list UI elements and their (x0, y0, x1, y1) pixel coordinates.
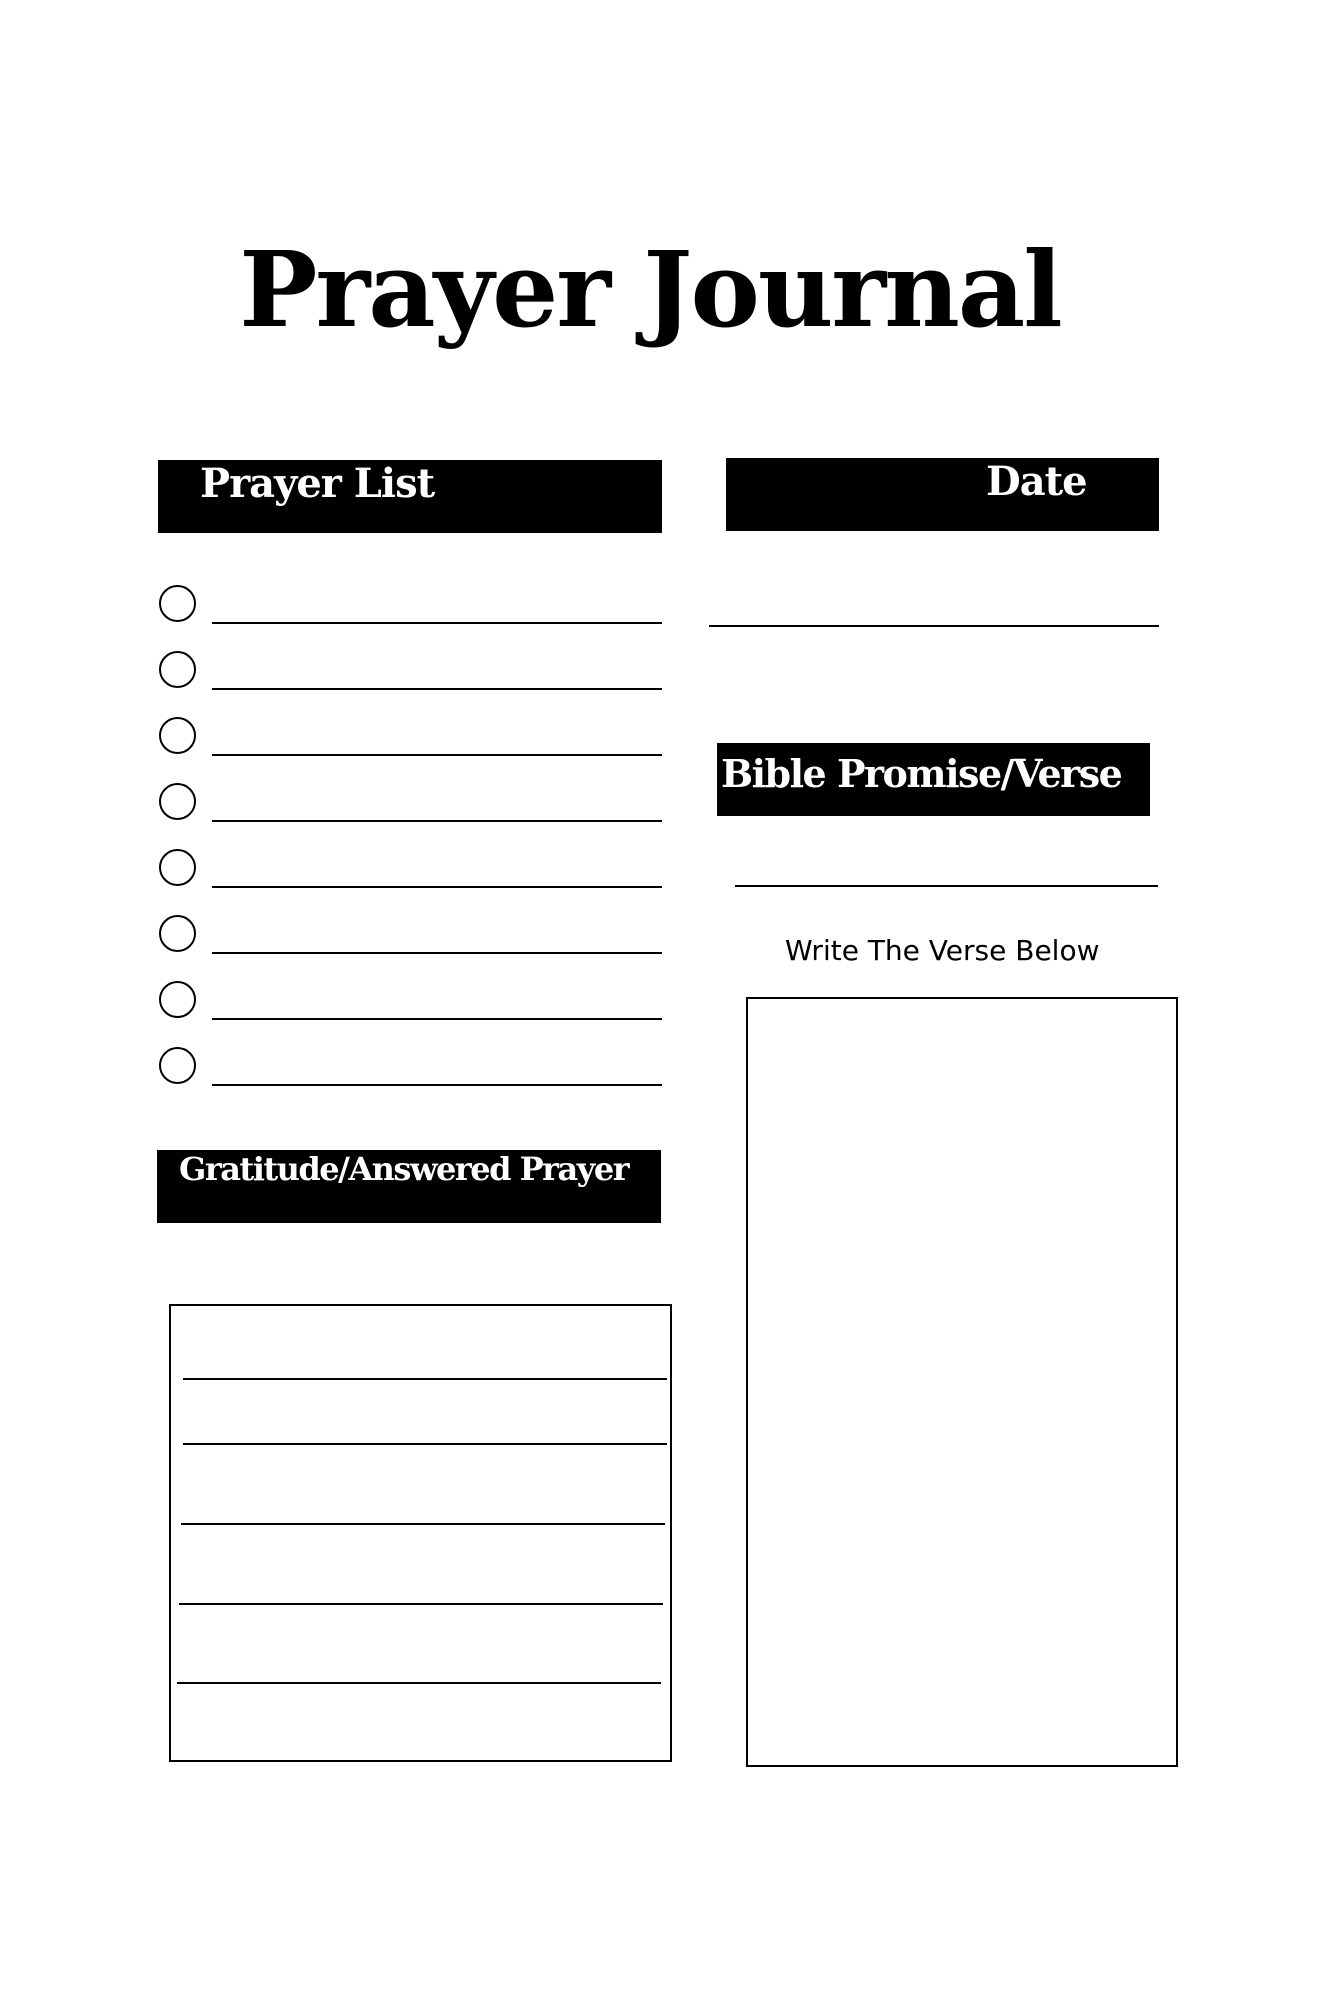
prayer-line[interactable] (212, 754, 662, 756)
date-label: Date (986, 458, 1087, 505)
prayer-checkbox[interactable] (159, 717, 196, 754)
gratitude-line[interactable] (183, 1378, 667, 1380)
prayer-checkbox[interactable] (159, 1047, 196, 1084)
prayer-checkbox[interactable] (159, 849, 196, 886)
prayer-line[interactable] (212, 952, 662, 954)
gratitude-label: Gratitude/Answered Prayer (179, 1150, 629, 1188)
prayer-checkbox[interactable] (159, 915, 196, 952)
gratitude-box[interactable] (169, 1304, 672, 1762)
bible-promise-header (717, 743, 1150, 816)
prayer-line[interactable] (212, 886, 662, 888)
verse-instruction: Write The Verse Below (785, 934, 1100, 967)
bible-promise-label: Bible Promise/Verse (721, 751, 1122, 796)
prayer-checkbox[interactable] (159, 585, 196, 622)
gratitude-header (157, 1150, 661, 1223)
prayer-checkbox[interactable] (159, 783, 196, 820)
verse-reference-line[interactable] (735, 885, 1158, 887)
prayer-list-label: Prayer List (200, 460, 435, 507)
gratitude-line[interactable] (179, 1603, 663, 1605)
date-header (726, 458, 1159, 531)
prayer-line[interactable] (212, 622, 662, 624)
prayer-line[interactable] (212, 820, 662, 822)
gratitude-line[interactable] (183, 1443, 667, 1445)
date-line[interactable] (709, 625, 1159, 627)
prayer-line[interactable] (212, 1018, 662, 1020)
verse-box[interactable] (746, 997, 1178, 1767)
prayer-checkbox[interactable] (159, 651, 196, 688)
gratitude-line[interactable] (177, 1682, 661, 1684)
page-title: Prayer Journal (239, 228, 1061, 351)
prayer-line[interactable] (212, 1084, 662, 1086)
prayer-line[interactable] (212, 688, 662, 690)
gratitude-line[interactable] (181, 1523, 665, 1525)
prayer-checkbox[interactable] (159, 981, 196, 1018)
prayer-list-header (158, 460, 662, 533)
